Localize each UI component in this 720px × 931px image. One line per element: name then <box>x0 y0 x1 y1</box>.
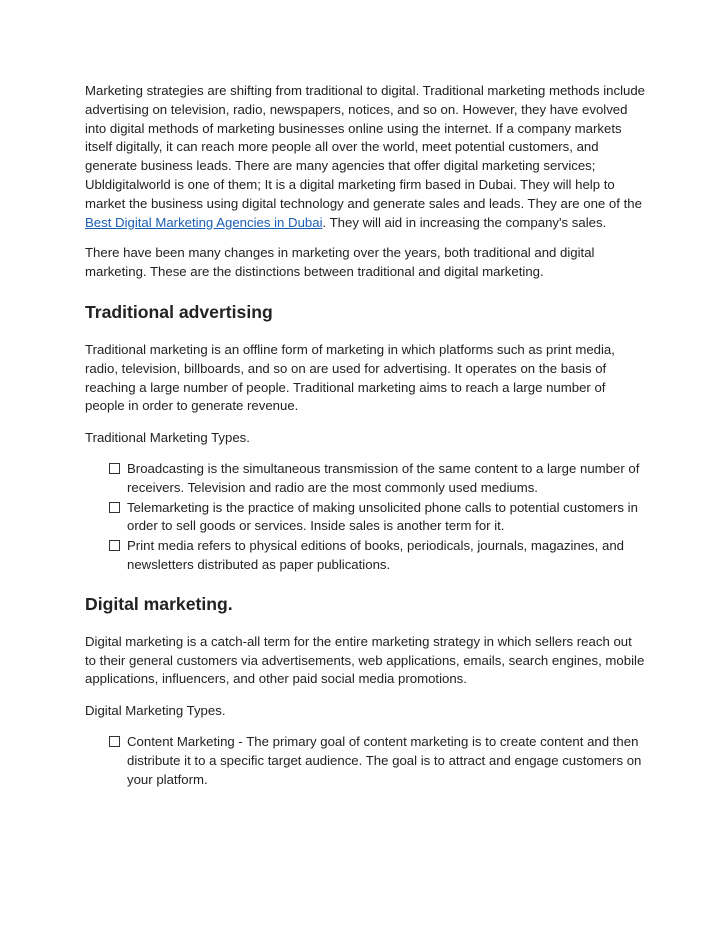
changes-paragraph: There have been many changes in marketing over the years, both traditional and digital marketing. These are the distinctions between traditional and digital marketing. <box>85 245 595 280</box>
list-item-text: Telemarketing is the practice of making unsolicited phone calls to potential customers in order to sell goods or services. Inside sales is another term for it. <box>127 499 638 534</box>
traditional-types-label: Traditional Marketing Types. <box>85 430 250 446</box>
intro-text-before-link: Marketing strategies are shifting from traditional to digital. Traditional marketing methods include advertising on television, radio, newspapers, notices, and so on. However, they have evolved into digital methods of marketing businesses online using the internet. If a company markets itself digitally, it can reach more people all over the world, meet potential customers, and generate business leads. There are many agencies that offer digital marketing services; Ubldigitalworld is one of them; It is a digital marketing firm based in Dubai. They will help to market the business using digital technology and generate sales and leads. They are one of the <box>85 83 646 211</box>
digital-types-list <box>85 733 645 789</box>
checkbox-bullet-icon <box>109 502 120 513</box>
best-agencies-link[interactable]: Best Digital Marketing Agencies in Dubai <box>85 214 323 230</box>
intro-text-after-link: . They will aid in increasing the company's sales. <box>322 214 607 230</box>
traditional-heading: Traditional advertising <box>85 301 273 322</box>
list-item-text: Print media refers to physical editions of books, periodicals, journals, magazines, and newsletters distributed as paper publications. <box>127 538 624 572</box>
list-item <box>85 537 645 575</box>
digital-description: Digital marketing is a catch-all term for the entire marketing strategy in which sellers reach out to their general customers via advertisements, web applications, emails, search engines, mobile applications, influencers, and other paid social media promotions. <box>85 633 645 687</box>
intro-paragraph <box>85 82 645 232</box>
list-item-text: Broadcasting is the simultaneous transmission of the same content to a large number of receivers. Television and radio are the most commonly used mediums. <box>127 460 640 495</box>
checkbox-bullet-icon <box>109 736 120 747</box>
digital-heading: Digital marketing. <box>85 593 233 614</box>
list-item <box>85 460 645 498</box>
digital-types-label: Digital Marketing Types. <box>85 703 226 719</box>
document-body <box>85 82 645 790</box>
list-item-text: Content Marketing - The primary goal of content marketing is to create content and then distribute it to a specific target audience. The goal is to attract and engage customers on your platform. <box>127 733 642 787</box>
traditional-types-list <box>85 460 645 575</box>
list-item <box>85 499 645 537</box>
checkbox-bullet-icon <box>109 463 120 474</box>
traditional-description: Traditional marketing is an offline form of marketing in which platforms such as print media, radio, television, billboards, and so on are used for advertising. It operates on the basis of reaching a large number of people. Traditional marketing aims to reach a large number of people in order to generate revenue. <box>85 341 615 414</box>
list-item <box>85 733 645 789</box>
checkbox-bullet-icon <box>109 540 120 551</box>
